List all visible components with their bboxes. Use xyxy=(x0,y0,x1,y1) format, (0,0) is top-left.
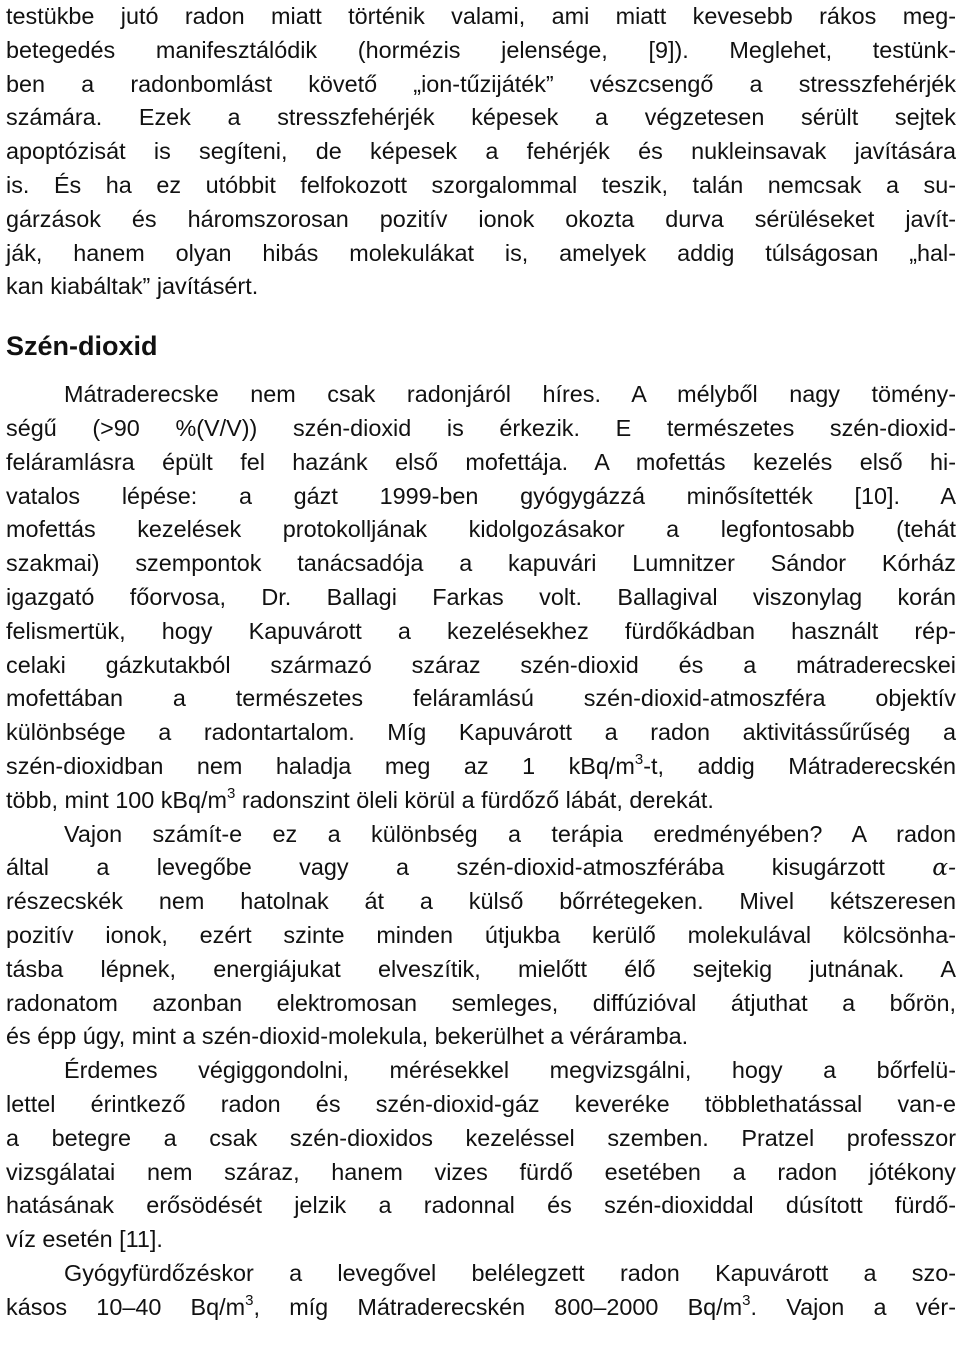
text-segment: által a levegőbe vagy a szén-dioxid-atmoszférába kisugárzott xyxy=(6,854,933,881)
text-line: részecskék nem hatolnak át a külső bőrrétegeken. Mivel kétszeresen xyxy=(6,888,956,915)
text-line: testükbe jutó radon miatt történik valami, ami miatt kevesebb rákos meg- xyxy=(6,3,956,29)
text-line xyxy=(6,750,956,784)
alpha-symbol: α- xyxy=(932,853,956,882)
text-line: víz esetén [11]. xyxy=(6,1226,163,1253)
text-line: számára. Ezek a stresszfehérjék képesek a végzetesen sérült sejtek xyxy=(6,104,956,131)
text-line: feláramlásra épült fel hazánk első mofettája. A mofettás kezelés első hi- xyxy=(6,448,956,475)
text-line: és épp úgy, mint a szén-dioxid-molekula, bekerülhet a véráramba. xyxy=(6,1023,689,1050)
text-line: vizsgálatai nem száraz, hanem vizes fürdő esetében a radon jótékony xyxy=(6,1158,956,1185)
text-line: hatásának erősödését jelzik a radonnal és szén-dioxiddal dúsított fürdő- xyxy=(6,1192,956,1219)
text-line: szakmai) szempontok tanácsadója a kapuvári Lumnitzer Sándor Kórház xyxy=(6,550,956,577)
document-page xyxy=(6,0,956,1324)
superscript: 3 xyxy=(634,750,644,768)
text-segment: kásos 10–40 Bq/m xyxy=(6,1293,246,1320)
paragraph-5 xyxy=(6,1257,956,1325)
section-heading: Szén-dioxid xyxy=(6,331,158,362)
paragraph-3 xyxy=(6,818,956,1055)
superscript: 3 xyxy=(245,1291,254,1309)
text-line: gárzások és háromszorosan pozitív ionok okozta durva sérüléseket javít- xyxy=(6,205,956,232)
text-line: a betegre a csak szén-dioxidos kezeléssel szemben. Pratzel professzor xyxy=(6,1124,956,1151)
text-segment: , míg Mátraderecskén 800–2000 Bq/m xyxy=(253,1293,743,1320)
superscript: 3 xyxy=(742,1291,751,1309)
text-segment: több, mint 100 kBq/m xyxy=(6,786,228,813)
text-line: celaki gázkutakból származó száraz szén-dioxid és a mátraderecskei xyxy=(6,651,956,678)
text-line: ben a radonbomlást követő „ion-tűzijáték” vészcsengő a stresszfehérjék xyxy=(6,70,956,97)
text-line: is. És ha ez utóbbit felfokozott szorgalommal teszik, talán nemcsak a su- xyxy=(6,171,956,198)
text-line: lettel érintkező radon és szén-dioxid-gáz keveréke többlethatással van-e xyxy=(6,1090,956,1117)
text-line: Mátraderecske nem csak radonjáról híres. A mélyből nagy tömény- xyxy=(64,381,956,408)
text-line: mofettában a természetes feláramlású szén-dioxid-atmoszféra objektív xyxy=(6,685,956,712)
paragraph-2 xyxy=(6,378,956,817)
paragraph-1 xyxy=(6,0,956,304)
text-line: mofettás kezelések protokolljának kidolgozásakor a legfontosabb (tehát xyxy=(6,516,956,543)
text-line: tásba lépnek, energiájukat elveszítik, mielőtt élő sejtekig jutnának. A xyxy=(6,955,956,982)
text-line: kan kiabáltak” javításért. xyxy=(6,273,259,300)
text-segment: radonszint öleli körül a fürdőző lábát, derekát. xyxy=(235,786,714,813)
text-line: Érdemes végiggondolni, mérésekkel megvizsgálni, hogy a bőrfelü- xyxy=(64,1057,956,1084)
text-line: radonatom azonban elektromosan semleges, diffúzióval átjuthat a bőrön, xyxy=(6,989,956,1016)
text-line: betegedés manifesztálódik (hormézis jelensége, [9]). Meglehet, testünk- xyxy=(6,36,956,63)
text-line xyxy=(6,851,956,885)
text-line: különbsége a radontartalom. Míg Kapuvárott a radon aktivitássűrűség a xyxy=(6,719,956,746)
text-line xyxy=(6,784,956,818)
text-line: Gyógyfürdőzéskor a levegővel belélegzett radon Kapuvárott a szo- xyxy=(64,1259,956,1286)
text-line: vatalos lépése: a gázt 1999-ben gyógygázzá minősítették [10]. A xyxy=(6,482,956,509)
superscript: 3 xyxy=(227,784,236,802)
text-line: felismertük, hogy Kapuvárott a kezelésekhez fürdőkádban használt rép- xyxy=(6,617,956,644)
text-line: Vajon számít-e ez a különbség a terápia eredményében? A radon xyxy=(64,820,956,847)
text-segment: . Vajon a vér- xyxy=(750,1293,956,1320)
text-line: igazgató főorvosa, Dr. Ballagi Farkas volt. Ballagival viszonylag korán xyxy=(6,583,956,610)
text-segment: -t, addig Mátraderecskén xyxy=(643,752,956,779)
text-segment: szén-dioxidban nem haladja meg az 1 kBq/m xyxy=(6,752,635,779)
paragraph-4 xyxy=(6,1054,956,1257)
text-line: ják, hanem olyan hibás molekulákat is, amelyek addig túlságosan „hal- xyxy=(6,239,956,266)
text-line: apoptózisát is segíteni, de képesek a fehérjék és nukleinsavak javítására xyxy=(6,138,956,165)
text-line: pozitív ionok, ezért szinte minden útjukba kerülő molekulával kölcsönha- xyxy=(6,921,956,948)
text-line xyxy=(6,1291,956,1325)
text-line: ségű (>90 %(V/V)) szén-dioxid is érkezik. E természetes szén-dioxid- xyxy=(6,414,956,441)
